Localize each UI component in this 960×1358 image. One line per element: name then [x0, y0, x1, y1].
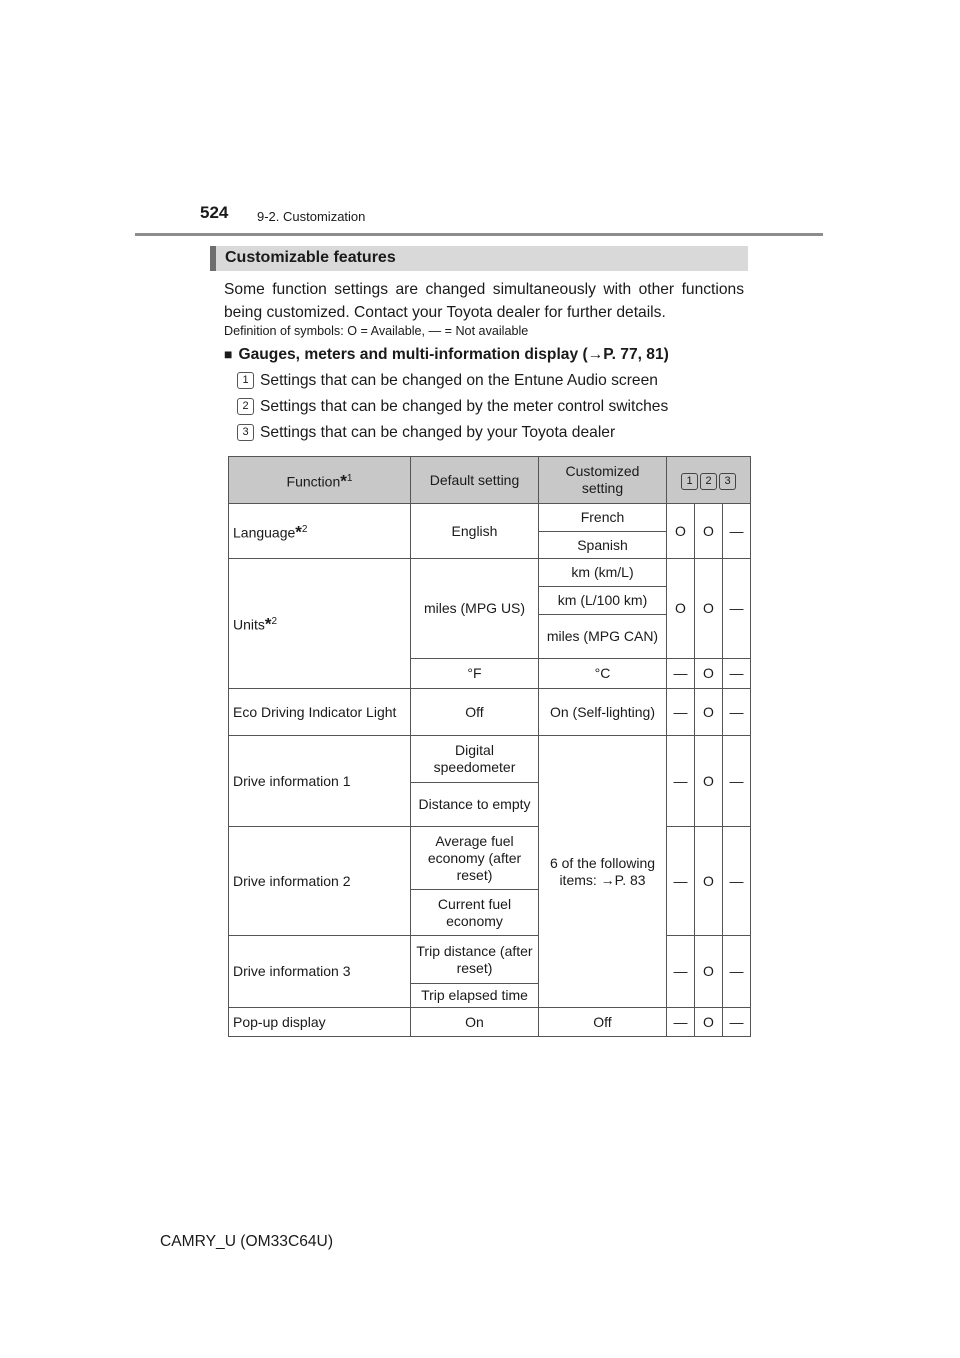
number-3-icon: 3 — [237, 424, 254, 441]
asterisk-icon: * — [264, 614, 272, 634]
mark-cell: — — [723, 1008, 751, 1037]
table-row — [229, 689, 751, 736]
mark-cell: O — [695, 736, 723, 827]
legend-text: Settings that can be changed by the meter control switches — [260, 398, 669, 415]
default-cell: miles (MPG US) — [411, 559, 539, 659]
mark-cell: — — [667, 1008, 695, 1037]
legend-text: Settings that can be changed by your Toyota dealer — [260, 424, 616, 441]
default-cell: Trip elapsed time — [411, 984, 539, 1008]
default-cell: Trip distance (after reset) — [411, 936, 539, 984]
mark-cell: — — [723, 659, 751, 689]
table-row — [229, 559, 751, 587]
table-row — [229, 1008, 751, 1037]
header-columns — [667, 457, 751, 504]
mark-cell: — — [723, 689, 751, 736]
mark-cell: O — [695, 827, 723, 936]
table-row — [229, 504, 751, 532]
function-cell: Eco Driving Indicator Light — [229, 689, 411, 736]
mark-cell: O — [667, 504, 695, 559]
mark-cell: O — [695, 504, 723, 559]
subsection-title: Gauges, meters and multi-information display (→P. 77, 81) — [238, 346, 669, 363]
default-cell: °F — [411, 659, 539, 689]
default-cell: Average fuel economy (after reset) — [411, 827, 539, 890]
default-cell: Off — [411, 689, 539, 736]
table-row — [229, 827, 751, 890]
mark-cell: O — [695, 559, 723, 659]
option-cell: Spanish — [539, 532, 667, 559]
mark-cell: — — [667, 659, 695, 689]
subsection-heading — [224, 346, 669, 364]
option-cell: On (Self-lighting) — [539, 689, 667, 736]
mark-cell: — — [667, 827, 695, 936]
symbol-definition: Definition of symbols: O = Available, — = Not available — [224, 324, 529, 338]
default-cell: Distance to empty — [411, 783, 539, 827]
legend-item — [237, 372, 658, 390]
option-cell: Off — [539, 1008, 667, 1037]
mark-cell: — — [723, 504, 751, 559]
mark-cell: — — [667, 689, 695, 736]
page-number: 524 — [200, 203, 229, 222]
legend-item — [237, 424, 615, 442]
footer-model-code: CAMRY_U (OM33C64U) — [160, 1233, 334, 1250]
function-cell: Drive information 1 — [229, 736, 411, 827]
legend-text: Settings that can be changed on the Entune Audio screen — [260, 372, 658, 389]
section-heading-bar — [210, 246, 748, 271]
customization-table — [228, 456, 751, 1037]
square-bullet-icon: ■ — [224, 346, 233, 362]
function-cell: Drive information 2 — [229, 827, 411, 936]
mark-cell: O — [667, 559, 695, 659]
asterisk-icon: * — [340, 471, 347, 491]
section-title: 9-2. Customization — [257, 209, 366, 224]
mark-cell: — — [723, 936, 751, 1008]
mark-cell: — — [723, 827, 751, 936]
function-cell: Language*$^2$ — [229, 504, 411, 559]
number-1-icon: 1 — [681, 473, 698, 490]
mark-cell: — — [723, 736, 751, 827]
function-cell: Pop-up display — [229, 1008, 411, 1037]
mark-cell: O — [695, 936, 723, 1008]
option-cell: 6 of the following items: →P. 83 — [539, 736, 667, 1008]
number-2-icon: 2 — [700, 473, 717, 490]
header-divider — [135, 233, 823, 236]
header-customized: Customized setting — [539, 457, 667, 504]
function-cell: Drive information 3 — [229, 936, 411, 1008]
mark-cell: — — [667, 936, 695, 1008]
default-cell: Current fuel economy — [411, 890, 539, 936]
default-cell: English — [411, 504, 539, 559]
number-3-icon: 3 — [719, 473, 736, 490]
number-1-icon: 1 — [237, 372, 254, 389]
intro-paragraph: Some function settings are changed simultaneously with other functions being customized. Contact your Toyota dealer for further details. — [224, 281, 744, 321]
function-cell: Units*$^2$ — [229, 559, 411, 689]
mark-cell: — — [723, 559, 751, 659]
table-row — [229, 736, 751, 783]
header-default: Default setting — [411, 457, 539, 504]
default-cell: On — [411, 1008, 539, 1037]
table-header-row — [229, 457, 751, 504]
mark-cell: — — [667, 736, 695, 827]
number-2-icon: 2 — [237, 398, 254, 415]
asterisk-icon: * — [295, 522, 302, 542]
mark-cell: O — [695, 1008, 723, 1037]
default-cell: Digital speedometer — [411, 736, 539, 783]
option-cell: km (L/100 km) — [539, 587, 667, 615]
mark-cell: O — [695, 659, 723, 689]
table-row — [229, 936, 751, 984]
option-cell: km (km/L) — [539, 559, 667, 587]
section-heading: Customizable features — [225, 249, 396, 266]
header-function: Function*$^1$ — [229, 457, 411, 504]
option-cell: French — [539, 504, 667, 532]
option-cell: miles (MPG CAN) — [539, 615, 667, 659]
legend-item — [237, 398, 668, 416]
mark-cell: O — [695, 689, 723, 736]
option-cell: °C — [539, 659, 667, 689]
